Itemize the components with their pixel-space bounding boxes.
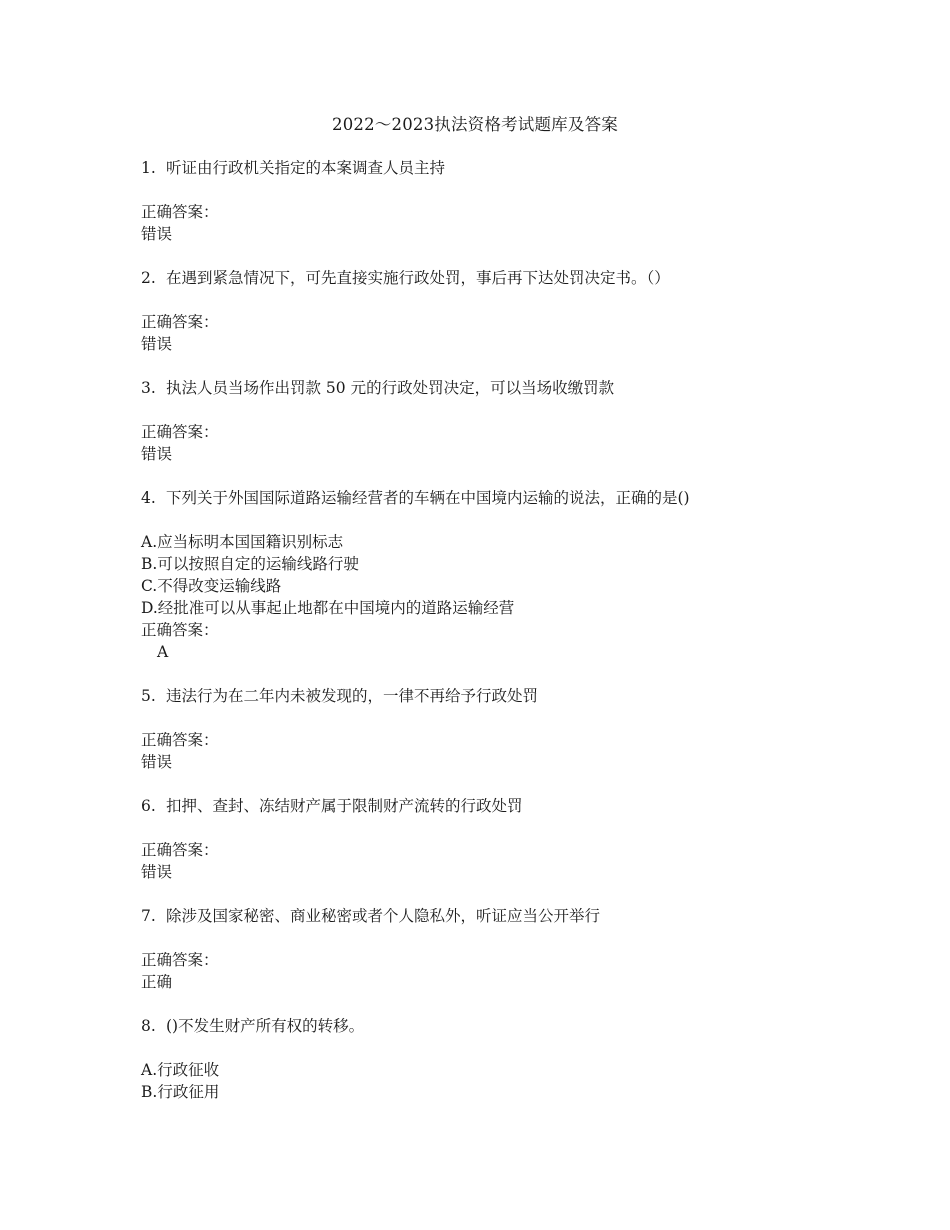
- option-a: A.应当标明本国国籍识别标志: [141, 533, 344, 551]
- question-number: 5.: [141, 687, 156, 705]
- answer-label: 正确答案：: [141, 313, 219, 331]
- option-a: A.行政征收: [141, 1061, 220, 1079]
- answer-value: 错误: [141, 753, 173, 771]
- question-number: 7.: [141, 907, 156, 925]
- answer-label: 正确答案：: [141, 203, 219, 221]
- question-number: 6.: [141, 797, 156, 815]
- option-c: C.不得改变运输线路: [141, 577, 282, 595]
- question-5: [141, 685, 901, 707]
- answer-value: 错误: [141, 225, 173, 243]
- question-text: ()不发生财产所有权的转移。: [166, 1017, 365, 1035]
- question-number: 8.: [141, 1017, 156, 1035]
- question-6: [141, 795, 901, 817]
- answer-value: 错误: [141, 445, 173, 463]
- question-number: 4.: [141, 489, 156, 507]
- option-d: D.经批准可以从事起止地都在中国境内的道路运输经营: [141, 599, 515, 617]
- question-7: [141, 905, 901, 927]
- question-text: 扣押、查封、冻结财产属于限制财产流转的行政处罚: [166, 797, 523, 815]
- question-text: 执法人员当场作出罚款 50 元的行政处罚决定，可以当场收缴罚款: [166, 379, 615, 397]
- question-text: 在遇到紧急情况下，可先直接实施行政处罚，事后再下达处罚决定书。（）: [166, 269, 670, 287]
- answer-value: 错误: [141, 863, 173, 881]
- question-8: [141, 1015, 901, 1037]
- question-text: 听证由行政机关指定的本案调查人员主持: [166, 159, 446, 177]
- question-2: [141, 267, 901, 289]
- answer-label: 正确答案：: [141, 423, 219, 441]
- question-number: 3.: [141, 379, 156, 397]
- question-text: 下列关于外国国际道路运输经营者的车辆在中国境内运输的说法，正确的是(): [166, 489, 690, 507]
- document-title: 2022～2023执法资格考试题库及答案: [332, 115, 618, 134]
- option-b: B.行政征用: [141, 1083, 220, 1101]
- answer-value: A: [157, 643, 169, 661]
- answer-label: 正确答案：: [141, 621, 219, 639]
- answer-value: 正确: [141, 973, 173, 991]
- question-1: [141, 157, 901, 179]
- question-number: 2.: [141, 269, 156, 287]
- question-3: [141, 377, 901, 399]
- answer-label: 正确答案：: [141, 841, 219, 859]
- answer-label: 正确答案：: [141, 731, 219, 749]
- answer-value: 错误: [141, 335, 173, 353]
- question-number: 1.: [141, 159, 156, 177]
- question-list: [141, 157, 901, 1103]
- answer-label: 正确答案：: [141, 951, 219, 969]
- question-text: 违法行为在二年内未被发现的，一律不再给予行政处罚: [166, 687, 539, 705]
- option-b: B.可以按照自定的运输线路行驶: [141, 555, 359, 573]
- question-4: [141, 487, 901, 509]
- question-text: 除涉及国家秘密、商业秘密或者个人隐私外，听证应当公开举行: [166, 907, 601, 925]
